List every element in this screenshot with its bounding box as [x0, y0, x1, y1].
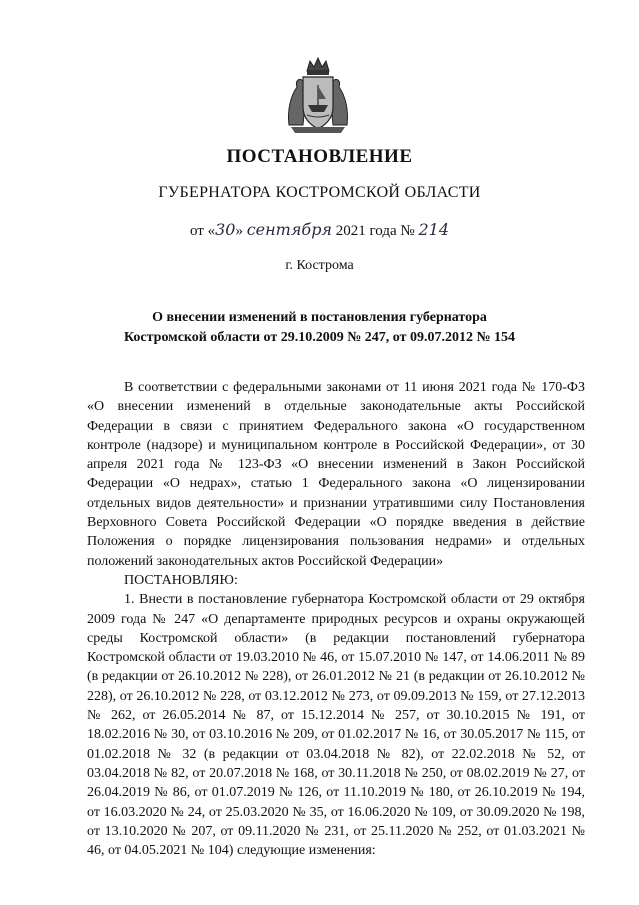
city: г. Кострома — [285, 258, 354, 273]
item-1-paragraph: 1. Внести в постановление губернатора Костромской области от 29 октября 2009 года № 247 «О департаменте природных ресурсов и охраны окружающей среды Костромской области» (в редакции постановлений губернатора Костромской области от 19.03.2010 № 46, от 15.07.2010 № 147, от 14.06.2011 № 89 (в редакции от 26.10.2012 № 228), от 26.01.2012 № 21 (в редакции от 26.10.2012 № 228), от 26.10.2012 № 228, от 03.12.2012 № 273, от 09.09.2013 № 159, от 27.12.2013 № 262, от 26.05.2014 № 87, от 15.12.2014 № 257, от 30.10.2015 № 191, от 18.02.2016 № 30, от 03.10.2016 № 209, от 01.02.2017 № 16, от 30.05.2017 № 115, от 01.02.2018 № 32 (в редакции от 03.04.2018 № 82), от 22.02.2018 № 52, от 03.04.2018 № 82, от 20.07.2018 № 168, от 30.11.2018 № 250, от 08.02.2019 № 27, от 26.04.2019 № 86, от 01.07.2019 № 126, от 11.10.2019 № 180, от 26.10.2019 № 194, от 16.03.2020 № 24, от 25.03.2020 № 35, от 16.06.2020 № 109, от 30.09.2020 № 198, от 13.10.2020 № 207, от 09.11.2020 № 231, от 25.11.2020 № 252, от 01.03.2021 № 46, от 04.05.2021 № 104) следующие изменения: — [87, 592, 585, 859]
subject-line-2: Костромской области от 29.10.2009 № 247, от 09.07.2012 № 154 — [123, 330, 516, 345]
date-month: сентября — [246, 220, 333, 239]
document-type-title: ПОСТАНОВЛЕНИЕ — [226, 146, 413, 167]
document-body — [87, 378, 585, 860]
preamble-paragraph: В соответствии с федеральными законами от 11 июня 2021 года № 170-ФЗ «О внесении изменений в отдельные законодательные акты Российской Федерации в связи с принятием Федерального закона «О государственном контроле (надзоре) и муниципальном контроле в Российской Федерации», от 30 апреля 2021 года № 123-ФЗ «О внесении изменений в Закон Российской Федерации «О недрах», статью 1 Федерального закона «О лицензировании отдельных видов деятельности» и признании утратившими силу Постановления Верховного Совета Российской Федерации «О порядке введения в действие Положения о порядке лицензирования пользования недрами» и отдельных положений законодательных актов Российской Федерации» — [87, 380, 585, 569]
date-prefix: от « — [189, 223, 216, 239]
date-number-line — [0, 220, 639, 240]
issuer-title: ГУБЕРНАТОРА КОСТРОМСКОЙ ОБЛАСТИ — [158, 184, 481, 201]
decree-word: ПОСТАНОВЛЯЮ: — [124, 572, 238, 588]
document-number: 214 — [418, 220, 450, 239]
date-mid: » — [235, 223, 247, 239]
document-subject — [0, 308, 639, 348]
coat-of-arms-icon — [283, 55, 353, 135]
date-year: 2021 года № — [332, 223, 419, 239]
date-day: 30 — [215, 220, 236, 239]
subject-line-1: О внесении изменений в постановления губернатора — [152, 310, 487, 325]
